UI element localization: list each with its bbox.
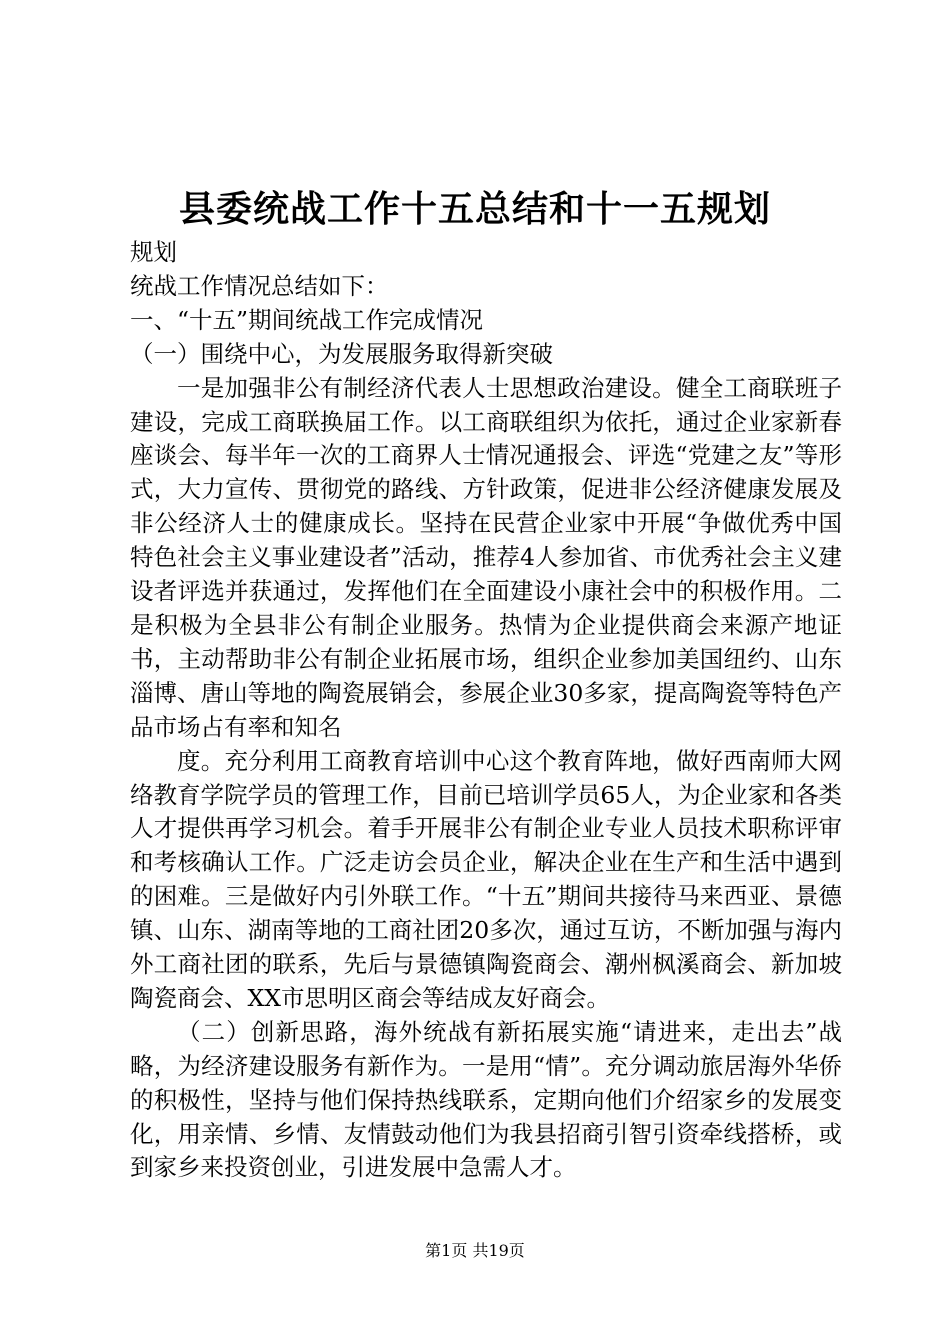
section-heading-one: 一、“十五”期间统战工作完成情况 (130, 305, 484, 334)
document-body (130, 236, 842, 1185)
subsection-heading-one: （一）围绕中心，为发展服务取得新突破 (130, 339, 553, 368)
section-line-plan: 规划 (130, 238, 177, 266)
paragraph-1: 一是加强非公有制经济代表人士思想政治建设。健全工商联班子建设，完成工商联换届工作。以工商联组织为依托，通过企业家新春座谈会、每半年一次的工商界人士情况通报会、评选“党建之友”等形式，大力宣传、贯彻党的路线、方针政策，促进非公经济健康发展及非公经济人士的健康成长。坚持在民营企业家中开展“争做优秀中国特色社会主义事业建设者”活动，推荐4人参加省、市优秀社会主义建设者评选并获通过，发挥他们在全面建设小康社会中的积极作用。二是积极为全县非公有制企业服务。热情为企业提供商会来源产地证书，主动帮助非公有制企业拓展市场，组织企业参加美国纽约、山东淄博、唐山等地的陶瓷展销会，参展企业30多家，提高陶瓷等特色产品市场占有率和知名 (130, 373, 842, 741)
section-line-summary-intro: 统战工作情况总结如下： (130, 271, 389, 300)
paragraph-3: （二）创新思路，海外统战有新拓展实施“请进来，走出去”战略，为经济建设服务有新作为。一是用“情”。充分调动旅居海外华侨的积极性，坚持与他们保持热线联系，定期向他们介绍家乡的发展变化，用亲情、乡情、友情鼓动他们为我县招商引智引资牵线搭桥，或到家乡来投资创业，引进发展中急需人才。 (130, 1017, 842, 1182)
paragraph-2: 度。充分利用工商教育培训中心这个教育阵地，做好西南师大网络教育学院学员的管理工作，目前已培训学员65人，为企业家和各类人才提供再学习机会。着手开展非公有制企业专业人员技术职称评审和考核确认工作。广泛走访会员企业，解决企业在生产和生活中遇到的困难。三是做好内引外联工作。“十五”期间共接待马来西亚、景德镇、山东、湖南等地的工商社团20多次，通过互访，不断加强与海内外工商社团的联系，先后与景德镇陶瓷商会、潮州枫溪商会、新加坡陶瓷商会、XX市思明区商会等结成友好商会。 (130, 746, 842, 1012)
document-title: 县委统战工作十五总结和十一五规划 (178, 188, 771, 230)
page-footer: 第1页 共19页 (425, 1241, 525, 1260)
